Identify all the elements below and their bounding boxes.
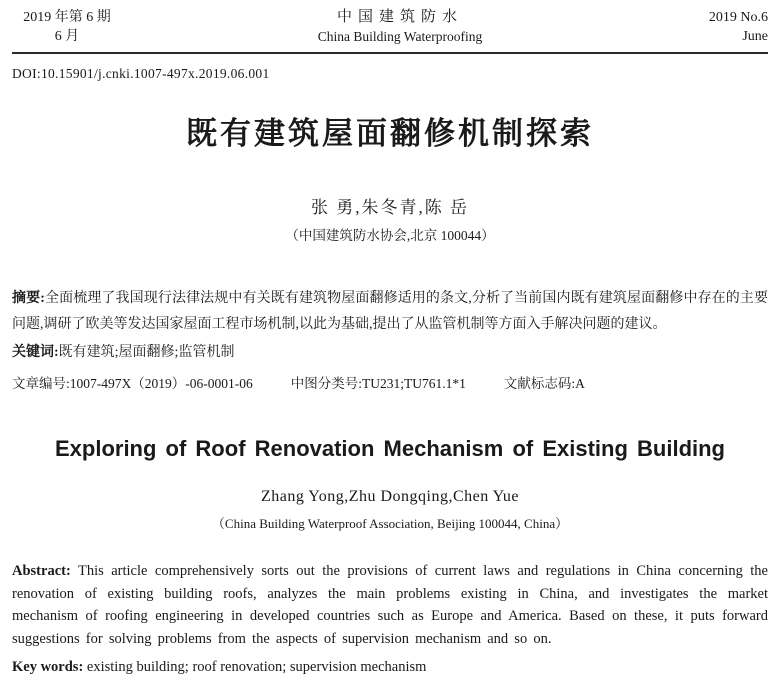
keywords-cn [12,340,768,366]
keywords-label-cn: 关键词: [12,345,59,360]
issue-number-en: 2019 No.6 [708,10,768,25]
abstract-label-cn: 摘要: [12,291,45,306]
article-number: 文章编号:1007-497X（2019）-06-0001-06 [12,376,253,391]
header-journal-title [122,8,678,46]
authors-en: Zhang Yong,Zhu Dongqing,Chen Yue [260,488,520,505]
document-code: 文献标志码:A [503,376,585,391]
header-issue-cn [12,8,122,46]
journal-header [12,8,768,54]
article-title-cn: 既有建筑屋面翻修机制探索 [186,116,594,151]
abstract-en [12,560,768,650]
doi-line: DOI:10.15901/j.cnki.1007-497x.2019.06.001 [12,66,270,81]
affiliation-en: （China Building Waterproof Association, Beijing 100044, China） [211,516,569,531]
clc-number: 中图分类号:TU231;TU761.1*1 [290,376,466,391]
abstract-cn [12,286,768,338]
abstract-label-en: Abstract: [12,563,71,579]
affiliation-cn: （中国建筑防水协会,北京 100044） [285,228,495,243]
abstract-text-cn: 全面梳理了我国现行法律法规中有关既有建筑物屋面翻修适用的条文,分析了当前国内既有建筑屋面翻修中存在的主要问题,调研了欧美等发达国家屋面工程市场机制,以此为基础,提出了从监管机制等方面入手解决问题的建议。 [12,291,768,332]
issue-number-cn: 2019 年第 6 期 [23,10,111,25]
keywords-text-cn: 既有建筑;屋面翻修;监管机制 [58,345,235,360]
header-issue-en [678,8,768,46]
keywords-en [12,656,768,678]
authors-cn: 张 勇,朱冬青,陈 岳 [311,198,469,217]
abstract-text-en: This article comprehensively sorts out the provisions of current laws and regulations in China concerning the renovation of existing building roofs, analyzes the main problems existing in China, and investigates the market mechanism of roofing engineering in developed countries such as Europe and America. Based on these, it puts forward suggestions for solving problems from the aspects of supervision mechanism and so on. [12,563,768,647]
journal-title-cn: 中国建筑防水 [336,9,463,25]
keywords-text-en: existing building; roof renovation; supervision mechanism [86,659,427,675]
article-meta-line [12,372,768,392]
issue-month-cn: 6 月 [54,29,80,44]
article-title-en: Exploring of Roof Renovation Mechanism of Existing Building [54,436,725,461]
issue-month-en: June [742,29,768,44]
keywords-label-en: Key words: [12,659,84,675]
journal-title-en: China Building Waterproofing [317,29,483,44]
